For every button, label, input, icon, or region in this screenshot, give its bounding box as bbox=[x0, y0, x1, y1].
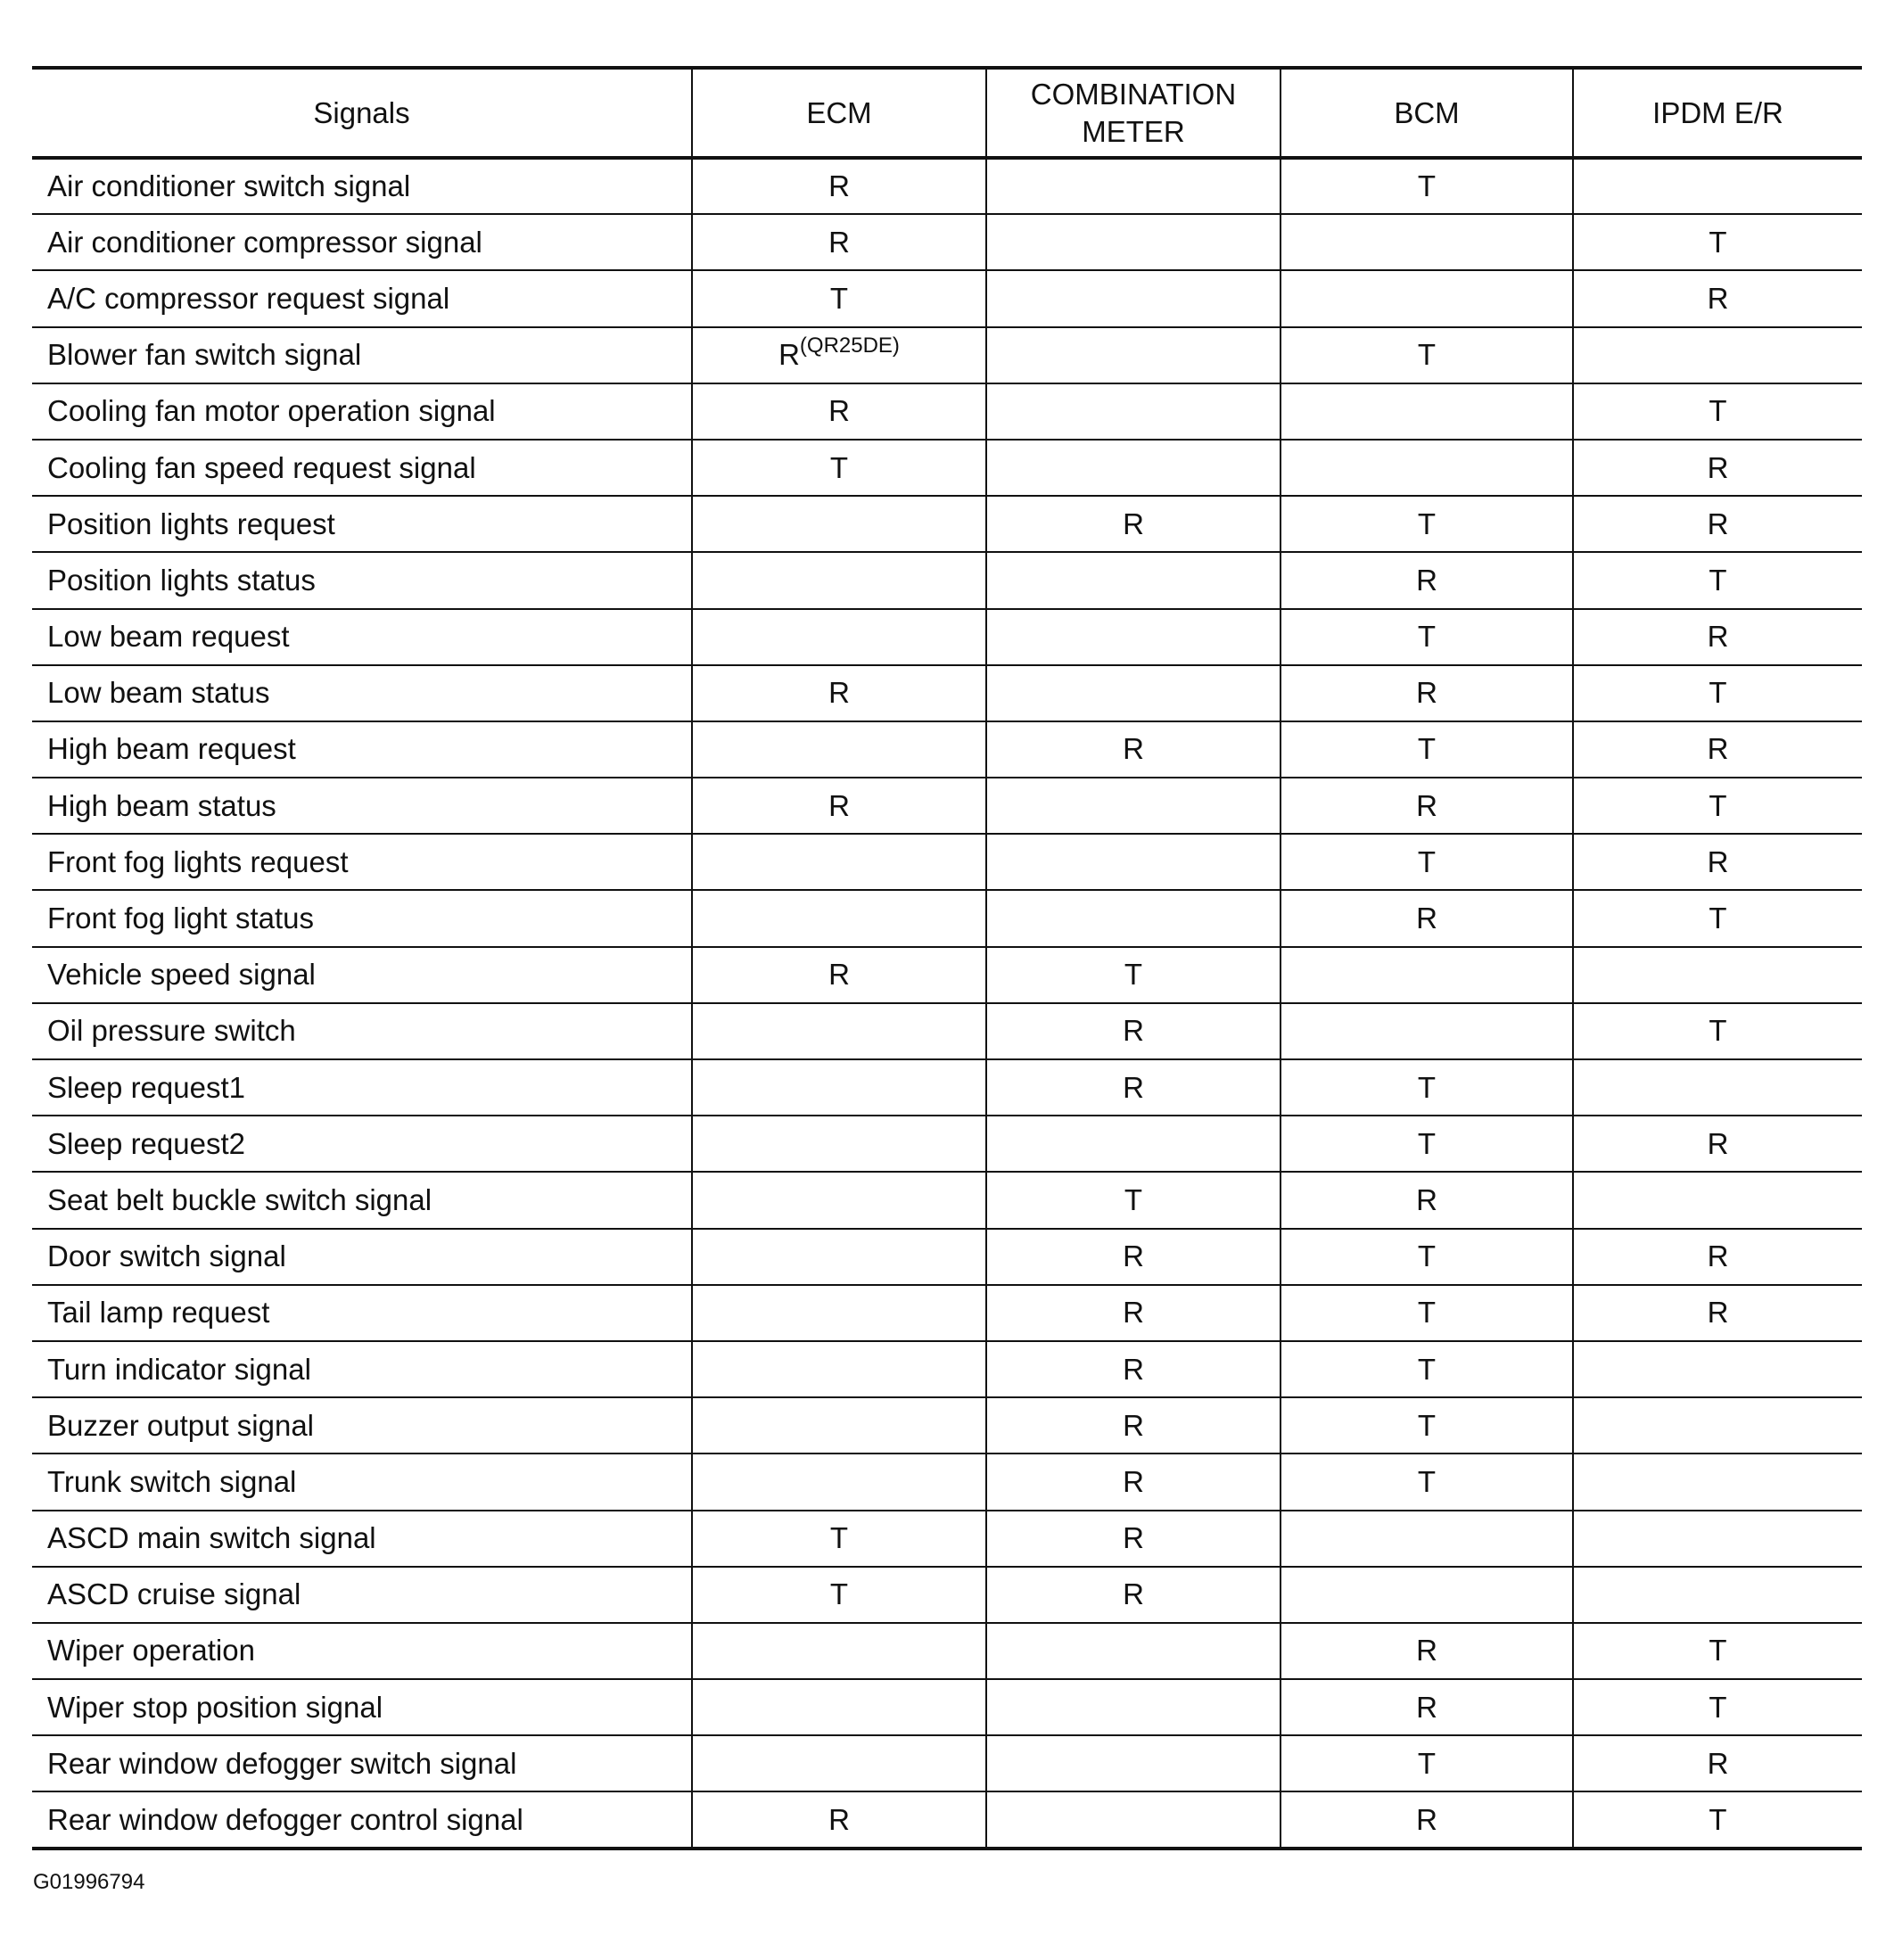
combination-meter-cell bbox=[986, 721, 1281, 778]
table-row bbox=[32, 383, 1862, 440]
ecm-cell bbox=[692, 778, 986, 834]
ecm-value: R bbox=[828, 788, 850, 822]
ipdm-er-cell bbox=[1573, 1285, 1862, 1341]
combination-meter-cell bbox=[986, 1341, 1281, 1397]
ecm-value: R bbox=[828, 169, 850, 203]
ecm-cell bbox=[692, 496, 986, 552]
bcm-cell bbox=[1281, 1791, 1573, 1848]
signal-name-cell: Front fog lights request bbox=[32, 834, 692, 890]
ecm-cell bbox=[692, 947, 986, 1003]
bcm-value: T bbox=[1417, 844, 1437, 878]
bcm-cell bbox=[1281, 890, 1573, 946]
bcm-cell bbox=[1281, 1341, 1573, 1397]
ecm-cell bbox=[692, 1454, 986, 1510]
ecm-cell bbox=[692, 1679, 986, 1735]
bcm-cell bbox=[1281, 1003, 1573, 1059]
signal-name-cell: High beam request bbox=[32, 721, 692, 778]
bcm-cell bbox=[1281, 665, 1573, 721]
combination-meter-cell bbox=[986, 1397, 1281, 1454]
bcm-value: T bbox=[1417, 338, 1437, 372]
combination-meter-value: R bbox=[1123, 1408, 1144, 1442]
signal-name-cell: Rear window defogger switch signal bbox=[32, 1735, 692, 1791]
ecm-cell bbox=[692, 1511, 986, 1567]
ecm-cell bbox=[692, 721, 986, 778]
combination-meter-value: T bbox=[1124, 958, 1143, 992]
ipdm-er-value: R bbox=[1707, 1239, 1729, 1273]
ecm-cell bbox=[692, 214, 986, 270]
bcm-cell bbox=[1281, 1172, 1573, 1228]
ecm-cell bbox=[692, 383, 986, 440]
ecm-cell bbox=[692, 327, 986, 383]
bcm-cell bbox=[1281, 327, 1573, 383]
ipdm-er-value: R bbox=[1707, 506, 1729, 540]
table-row bbox=[32, 947, 1862, 1003]
bcm-value: R bbox=[1416, 788, 1437, 822]
ipdm-er-cell bbox=[1573, 1791, 1862, 1848]
bcm-cell bbox=[1281, 834, 1573, 890]
combination-meter-cell bbox=[986, 1567, 1281, 1623]
table-row bbox=[32, 1003, 1862, 1059]
combination-meter-cell bbox=[986, 947, 1281, 1003]
combination-meter-cell bbox=[986, 1003, 1281, 1059]
ecm-cell bbox=[692, 1623, 986, 1679]
signal-name-cell: Oil pressure switch bbox=[32, 1003, 692, 1059]
ecm-value: T bbox=[829, 1521, 849, 1555]
ecm-cell bbox=[692, 1285, 986, 1341]
ipdm-er-cell bbox=[1573, 1454, 1862, 1510]
ecm-cell bbox=[692, 1341, 986, 1397]
signal-table-sheet bbox=[32, 66, 1862, 1850]
bcm-cell bbox=[1281, 1229, 1573, 1285]
table-row bbox=[32, 1116, 1862, 1172]
ipdm-er-value: T bbox=[1709, 902, 1727, 935]
ecm-value: T bbox=[829, 281, 849, 315]
ecm-value: R bbox=[828, 1802, 850, 1836]
bcm-cell bbox=[1281, 383, 1573, 440]
signal-name-cell: Trunk switch signal bbox=[32, 1454, 692, 1510]
ipdm-er-cell bbox=[1573, 1567, 1862, 1623]
table-row bbox=[32, 834, 1862, 890]
bcm-cell bbox=[1281, 440, 1573, 496]
header-ipdm-er: IPDM E/R bbox=[1573, 68, 1862, 158]
bcm-cell bbox=[1281, 1623, 1573, 1679]
table-row bbox=[32, 1623, 1862, 1679]
ecm-cell bbox=[692, 1567, 986, 1623]
ipdm-er-cell bbox=[1573, 1735, 1862, 1791]
ecm-value: R bbox=[828, 225, 850, 259]
ipdm-er-cell bbox=[1573, 721, 1862, 778]
bcm-value: T bbox=[1417, 1746, 1437, 1780]
ipdm-er-value: T bbox=[1709, 1802, 1727, 1836]
bcm-value: T bbox=[1417, 506, 1437, 540]
combination-meter-value: R bbox=[1123, 1464, 1144, 1498]
combination-meter-value: R bbox=[1123, 1014, 1144, 1048]
signal-name-cell: High beam status bbox=[32, 778, 692, 834]
ipdm-er-value: T bbox=[1709, 563, 1727, 597]
bcm-value: R bbox=[1416, 902, 1437, 935]
combination-meter-value: T bbox=[1124, 1182, 1143, 1216]
combination-meter-cell bbox=[986, 383, 1281, 440]
ecm-cell bbox=[692, 1229, 986, 1285]
combination-meter-cell bbox=[986, 1735, 1281, 1791]
ipdm-er-value: R bbox=[1707, 1126, 1729, 1160]
header-signals: Signals bbox=[32, 68, 692, 158]
combination-meter-value: R bbox=[1123, 1352, 1144, 1386]
ipdm-er-cell bbox=[1573, 609, 1862, 665]
signal-name-cell: Seat belt buckle switch signal bbox=[32, 1172, 692, 1228]
bcm-value: T bbox=[1417, 1296, 1437, 1330]
signal-name-cell: ASCD main switch signal bbox=[32, 1511, 692, 1567]
combination-meter-cell bbox=[986, 214, 1281, 270]
combination-meter-cell bbox=[986, 778, 1281, 834]
table-row bbox=[32, 1229, 1862, 1285]
combination-meter-cell bbox=[986, 1679, 1281, 1735]
combination-meter-cell bbox=[986, 1285, 1281, 1341]
ipdm-er-value: R bbox=[1707, 732, 1729, 766]
ipdm-er-cell bbox=[1573, 778, 1862, 834]
ecm-value: R bbox=[778, 338, 800, 372]
bcm-value: T bbox=[1417, 1464, 1437, 1498]
combination-meter-cell bbox=[986, 1623, 1281, 1679]
bcm-value: T bbox=[1417, 1126, 1437, 1160]
header-row bbox=[32, 68, 1862, 158]
bcm-cell bbox=[1281, 1567, 1573, 1623]
ipdm-er-cell bbox=[1573, 1397, 1862, 1454]
bcm-cell bbox=[1281, 1285, 1573, 1341]
ipdm-er-cell bbox=[1573, 834, 1862, 890]
ecm-cell bbox=[692, 440, 986, 496]
combination-meter-value: R bbox=[1123, 1296, 1144, 1330]
ipdm-er-value: R bbox=[1707, 844, 1729, 878]
table-row bbox=[32, 721, 1862, 778]
table-row bbox=[32, 1397, 1862, 1454]
bcm-cell bbox=[1281, 158, 1573, 214]
table-row bbox=[32, 890, 1862, 946]
ecm-cell bbox=[692, 1059, 986, 1116]
bcm-value: T bbox=[1417, 1239, 1437, 1273]
combination-meter-cell bbox=[986, 665, 1281, 721]
bcm-value: T bbox=[1417, 732, 1437, 766]
ecm-value: R bbox=[828, 676, 850, 710]
combination-meter-cell bbox=[986, 1059, 1281, 1116]
ipdm-er-value: T bbox=[1709, 1690, 1727, 1724]
ipdm-er-cell bbox=[1573, 552, 1862, 608]
combination-meter-value: R bbox=[1123, 1239, 1144, 1273]
signal-name-cell: Door switch signal bbox=[32, 1229, 692, 1285]
bcm-cell bbox=[1281, 270, 1573, 326]
ecm-cell bbox=[692, 1116, 986, 1172]
ecm-cell bbox=[692, 665, 986, 721]
table-row bbox=[32, 1735, 1862, 1791]
table-row bbox=[32, 496, 1862, 552]
ipdm-er-value: R bbox=[1707, 1746, 1729, 1780]
bcm-cell bbox=[1281, 778, 1573, 834]
table-row bbox=[32, 1454, 1862, 1510]
table-row bbox=[32, 1791, 1862, 1848]
bcm-value: T bbox=[1417, 1352, 1437, 1386]
ipdm-er-cell bbox=[1573, 158, 1862, 214]
bcm-value: T bbox=[1417, 1408, 1437, 1442]
ipdm-er-value: T bbox=[1709, 676, 1727, 710]
ipdm-er-cell bbox=[1573, 496, 1862, 552]
ecm-cell bbox=[692, 1172, 986, 1228]
combination-meter-value: R bbox=[1123, 506, 1144, 540]
combination-meter-cell bbox=[986, 158, 1281, 214]
bcm-value: R bbox=[1416, 1802, 1437, 1836]
combination-meter-cell bbox=[986, 1454, 1281, 1510]
ipdm-er-value: T bbox=[1709, 788, 1727, 822]
bcm-value: R bbox=[1416, 1182, 1437, 1216]
bcm-cell bbox=[1281, 1059, 1573, 1116]
table-row bbox=[32, 158, 1862, 214]
bcm-cell bbox=[1281, 496, 1573, 552]
combination-meter-cell bbox=[986, 609, 1281, 665]
signal-name-cell: Rear window defogger control signal bbox=[32, 1791, 692, 1848]
signal-name-cell: ASCD cruise signal bbox=[32, 1567, 692, 1623]
signal-name-cell: Sleep request2 bbox=[32, 1116, 692, 1172]
engine-note-superscript: (QR25DE) bbox=[799, 334, 900, 358]
header-bcm: BCM bbox=[1281, 68, 1573, 158]
figure-id: G01996794 bbox=[33, 1870, 145, 1894]
ecm-cell bbox=[692, 158, 986, 214]
header-combination-meter: COMBINATION METER bbox=[986, 68, 1281, 158]
table-row bbox=[32, 778, 1862, 834]
table-row bbox=[32, 1511, 1862, 1567]
table-row bbox=[32, 327, 1862, 383]
combination-meter-cell bbox=[986, 1229, 1281, 1285]
bcm-cell bbox=[1281, 947, 1573, 1003]
signal-name-cell: Position lights request bbox=[32, 496, 692, 552]
signal-name-cell: Position lights status bbox=[32, 552, 692, 608]
combination-meter-value: R bbox=[1123, 1070, 1144, 1104]
signal-name-cell: Vehicle speed signal bbox=[32, 947, 692, 1003]
bcm-value: R bbox=[1416, 563, 1437, 597]
ecm-value: T bbox=[829, 450, 849, 484]
ecm-cell bbox=[692, 1735, 986, 1791]
table-row bbox=[32, 1679, 1862, 1735]
signal-name-cell: Air conditioner switch signal bbox=[32, 158, 692, 214]
table-row bbox=[32, 1172, 1862, 1228]
ipdm-er-cell bbox=[1573, 1116, 1862, 1172]
ipdm-er-cell bbox=[1573, 1679, 1862, 1735]
ipdm-er-cell bbox=[1573, 1003, 1862, 1059]
signal-name-cell: Blower fan switch signal bbox=[32, 327, 692, 383]
combination-meter-cell bbox=[986, 1511, 1281, 1567]
ecm-cell bbox=[692, 552, 986, 608]
table-row bbox=[32, 1341, 1862, 1397]
table-row bbox=[32, 609, 1862, 665]
signal-name-cell: Wiper operation bbox=[32, 1623, 692, 1679]
ipdm-er-cell bbox=[1573, 214, 1862, 270]
ipdm-er-value: T bbox=[1709, 1014, 1727, 1048]
combination-meter-cell bbox=[986, 552, 1281, 608]
combination-meter-cell bbox=[986, 440, 1281, 496]
signal-name-cell: Cooling fan speed request signal bbox=[32, 440, 692, 496]
signal-name-cell: Tail lamp request bbox=[32, 1285, 692, 1341]
ipdm-er-value: R bbox=[1707, 620, 1729, 654]
ecm-cell bbox=[692, 609, 986, 665]
combination-meter-value: R bbox=[1123, 732, 1144, 766]
signal-name-cell: Cooling fan motor operation signal bbox=[32, 383, 692, 440]
signal-name-cell: Buzzer output signal bbox=[32, 1397, 692, 1454]
combination-meter-value: R bbox=[1123, 1521, 1144, 1555]
ipdm-er-cell bbox=[1573, 383, 1862, 440]
combination-meter-cell bbox=[986, 270, 1281, 326]
ecm-cell bbox=[692, 890, 986, 946]
combination-meter-cell bbox=[986, 327, 1281, 383]
ipdm-er-value: T bbox=[1709, 1634, 1727, 1668]
ipdm-er-cell bbox=[1573, 270, 1862, 326]
bcm-cell bbox=[1281, 1116, 1573, 1172]
table-row bbox=[32, 552, 1862, 608]
ipdm-er-value: R bbox=[1707, 450, 1729, 484]
ipdm-er-value: T bbox=[1709, 394, 1727, 428]
ipdm-er-cell bbox=[1573, 1059, 1862, 1116]
signal-name-cell: Air conditioner compressor signal bbox=[32, 214, 692, 270]
table-row bbox=[32, 1567, 1862, 1623]
signal-name-cell: Front fog light status bbox=[32, 890, 692, 946]
bcm-value: T bbox=[1417, 1070, 1437, 1104]
ecm-value: T bbox=[829, 1577, 849, 1611]
table-row bbox=[32, 1059, 1862, 1116]
bcm-value: T bbox=[1417, 620, 1437, 654]
bcm-cell bbox=[1281, 1397, 1573, 1454]
bcm-cell bbox=[1281, 1511, 1573, 1567]
bcm-cell bbox=[1281, 609, 1573, 665]
ecm-cell bbox=[692, 1397, 986, 1454]
can-signal-table bbox=[32, 66, 1862, 1850]
ecm-cell bbox=[692, 1791, 986, 1848]
ipdm-er-cell bbox=[1573, 1623, 1862, 1679]
ipdm-er-value: R bbox=[1707, 1296, 1729, 1330]
table-row bbox=[32, 440, 1862, 496]
ipdm-er-cell bbox=[1573, 1341, 1862, 1397]
bcm-value: T bbox=[1417, 169, 1437, 203]
signal-name-cell: Sleep request1 bbox=[32, 1059, 692, 1116]
combination-meter-cell bbox=[986, 834, 1281, 890]
bcm-cell bbox=[1281, 1679, 1573, 1735]
bcm-value: R bbox=[1416, 1634, 1437, 1668]
ipdm-er-cell bbox=[1573, 327, 1862, 383]
ipdm-er-value: R bbox=[1707, 281, 1729, 315]
ipdm-er-cell bbox=[1573, 665, 1862, 721]
signal-name-cell: Low beam request bbox=[32, 609, 692, 665]
table-row bbox=[32, 665, 1862, 721]
combination-meter-cell bbox=[986, 1791, 1281, 1848]
bcm-value: R bbox=[1416, 676, 1437, 710]
table-row bbox=[32, 214, 1862, 270]
bcm-cell bbox=[1281, 1454, 1573, 1510]
combination-meter-cell bbox=[986, 1172, 1281, 1228]
table-row bbox=[32, 1285, 1862, 1341]
combination-meter-cell bbox=[986, 890, 1281, 946]
ecm-cell bbox=[692, 1003, 986, 1059]
ipdm-er-cell bbox=[1573, 1229, 1862, 1285]
ecm-value: R bbox=[828, 958, 850, 992]
ipdm-er-value: T bbox=[1709, 225, 1727, 259]
ipdm-er-cell bbox=[1573, 890, 1862, 946]
bcm-cell bbox=[1281, 721, 1573, 778]
signal-name-cell: Low beam status bbox=[32, 665, 692, 721]
header-ecm: ECM bbox=[692, 68, 986, 158]
ecm-value: R bbox=[828, 394, 850, 428]
bcm-cell bbox=[1281, 214, 1573, 270]
ipdm-er-cell bbox=[1573, 1172, 1862, 1228]
combination-meter-cell bbox=[986, 1116, 1281, 1172]
combination-meter-cell bbox=[986, 496, 1281, 552]
ecm-cell bbox=[692, 270, 986, 326]
ipdm-er-cell bbox=[1573, 947, 1862, 1003]
table-row bbox=[32, 270, 1862, 326]
combination-meter-value: R bbox=[1123, 1577, 1144, 1611]
bcm-value: R bbox=[1416, 1690, 1437, 1724]
ipdm-er-cell bbox=[1573, 440, 1862, 496]
signal-name-cell: Turn indicator signal bbox=[32, 1341, 692, 1397]
ipdm-er-cell bbox=[1573, 1511, 1862, 1567]
bcm-cell bbox=[1281, 552, 1573, 608]
ecm-cell bbox=[692, 834, 986, 890]
signal-name-cell: Wiper stop position signal bbox=[32, 1679, 692, 1735]
bcm-cell bbox=[1281, 1735, 1573, 1791]
signal-name-cell: A/C compressor request signal bbox=[32, 270, 692, 326]
